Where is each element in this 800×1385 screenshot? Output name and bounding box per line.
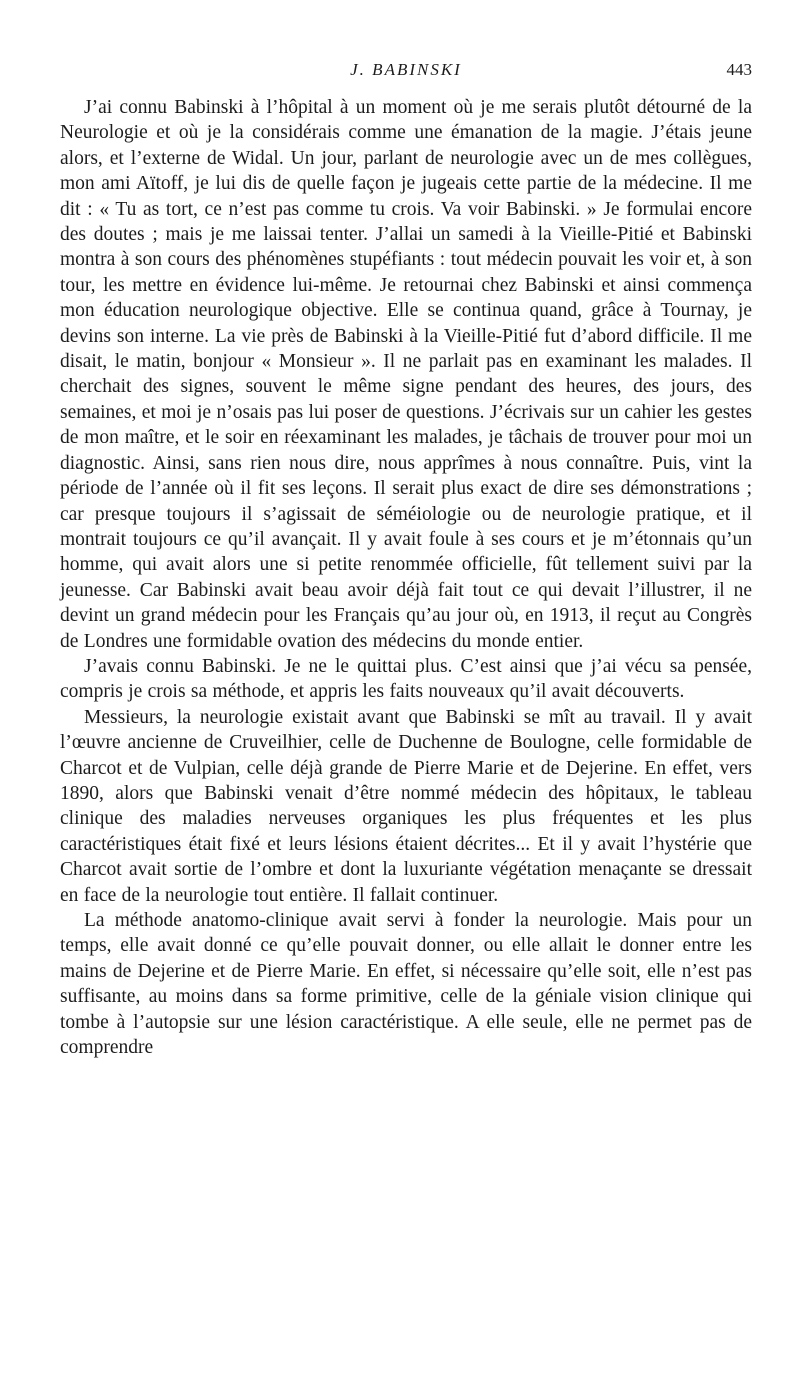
body-text xyxy=(60,95,752,1060)
running-head xyxy=(60,60,752,84)
paragraph-4: La méthode anatomo-clinique avait servi à fonder la neurologie. Mais pour un temps, elle avait donné ce qu’elle pouvait donner, ou elle allait le donner entre les mains de Dejerine et de Pierre Marie. En effet, si nécessaire qu’elle soit, elle n’est pas suffisante, au moins dans sa forme primitive, celle de la géniale vision clinique qui tombe à l’autopsie sur une lésion caractéristique. A elle seule, elle ne permet pas de comprendre xyxy=(60,910,752,1059)
paragraph-2: J’avais connu Babinski. Je ne le quittai plus. C’est ainsi que j’ai vécu sa pensée, compris je crois sa méthode, et appris les faits nouveaux qu’il avait découverts. xyxy=(60,655,752,703)
page-number: 443 xyxy=(726,60,752,79)
paragraph-1: J’ai connu Babinski à l’hôpital à un moment où je me serais plutôt détourné de la Neurologie et où je la considérais comme une émanation de la magie. J’étais jeune alors, et l’externe de Widal. Un jour, parlant de neurologie avec un de mes collègues, mon ami Aïtoff, je lui dis de quelle façon je jugeais cette partie de la médecine. Il me dit : « Tu as tort, ce n’est pas comme tu crois. Va voir Babinski. » Je formulai encore des doutes ; mais je me laissai tenter. J’allai un samedi à la Vieille-Pitié et Babinski montra à son cours des phénomènes stupéfiants : tout médecin pouvait les voir et, à son tour, les mettre en évidence lui-même. Je retournai chez Babinski et ainsi commença mon éducation neurologique objective. Elle se continua quand, grâce à Tournay, je devins son interne. La vie près de Babinski à la Vieille-Pitié fut d’abord difficile. Il me disait, le matin, bonjour « Monsieur ». Il ne parlait pas en examinant les malades. Il cherchait des signes, souvent le même signe pendant des heures, des jours, des semaines, et moi je n’osais pas lui poser de questions. J’écrivais sur un cahier les gestes de mon maître, et le soir en réexaminant les malades, je tâchais de trouver pour moi un diagnostic. Ainsi, sans rien nous dire, nous apprîmes à nous connaître. Puis, vint la période de l’année où il fit ses leçons. Il serait plus exact de dire ses démonstrations ; car presque toujours il s’agissait de séméiologie ou de neurologie pratique, et il montrait toujours ce qu’il avançait. Il y avait foule à ses cours et je m’étonnais qu’un homme, qui avait alors une si petite renommée officielle, fût tellement suivi par la jeunesse. Car Babinski avait beau avoir déjà fait tout ce qui devait l’illustrer, il ne devint un grand médecin pour les Français qu’au jour où, en 1913, il reçut au Congrès de Londres une formidable ovation des médecins du monde entier. xyxy=(60,97,752,652)
paragraph-3: Messieurs, la neurologie existait avant que Babinski se mît au travail. Il y avait l’œuvre ancienne de Cruveilhier, celle de Duchenne de Boulogne, celle formidable de Charcot et de Vulpian, celle déjà grande de Pierre Marie et de Dejerine. En effet, vers 1890, alors que Babinski venait d’être nommé médecin des hôpitaux, le tableau clinique des maladies nerveuses organiques les plus fréquentes et les plus caractéristiques était fixé et leurs lésions étaient décrites... Et il y avait l’hystérie que Charcot avait sortie de l’ombre et dont la luxuriante végétation menaçante se dressait en face de la neurologie tout entière. Il fallait continuer. xyxy=(60,706,752,906)
running-title: J. BABINSKI xyxy=(350,60,462,79)
